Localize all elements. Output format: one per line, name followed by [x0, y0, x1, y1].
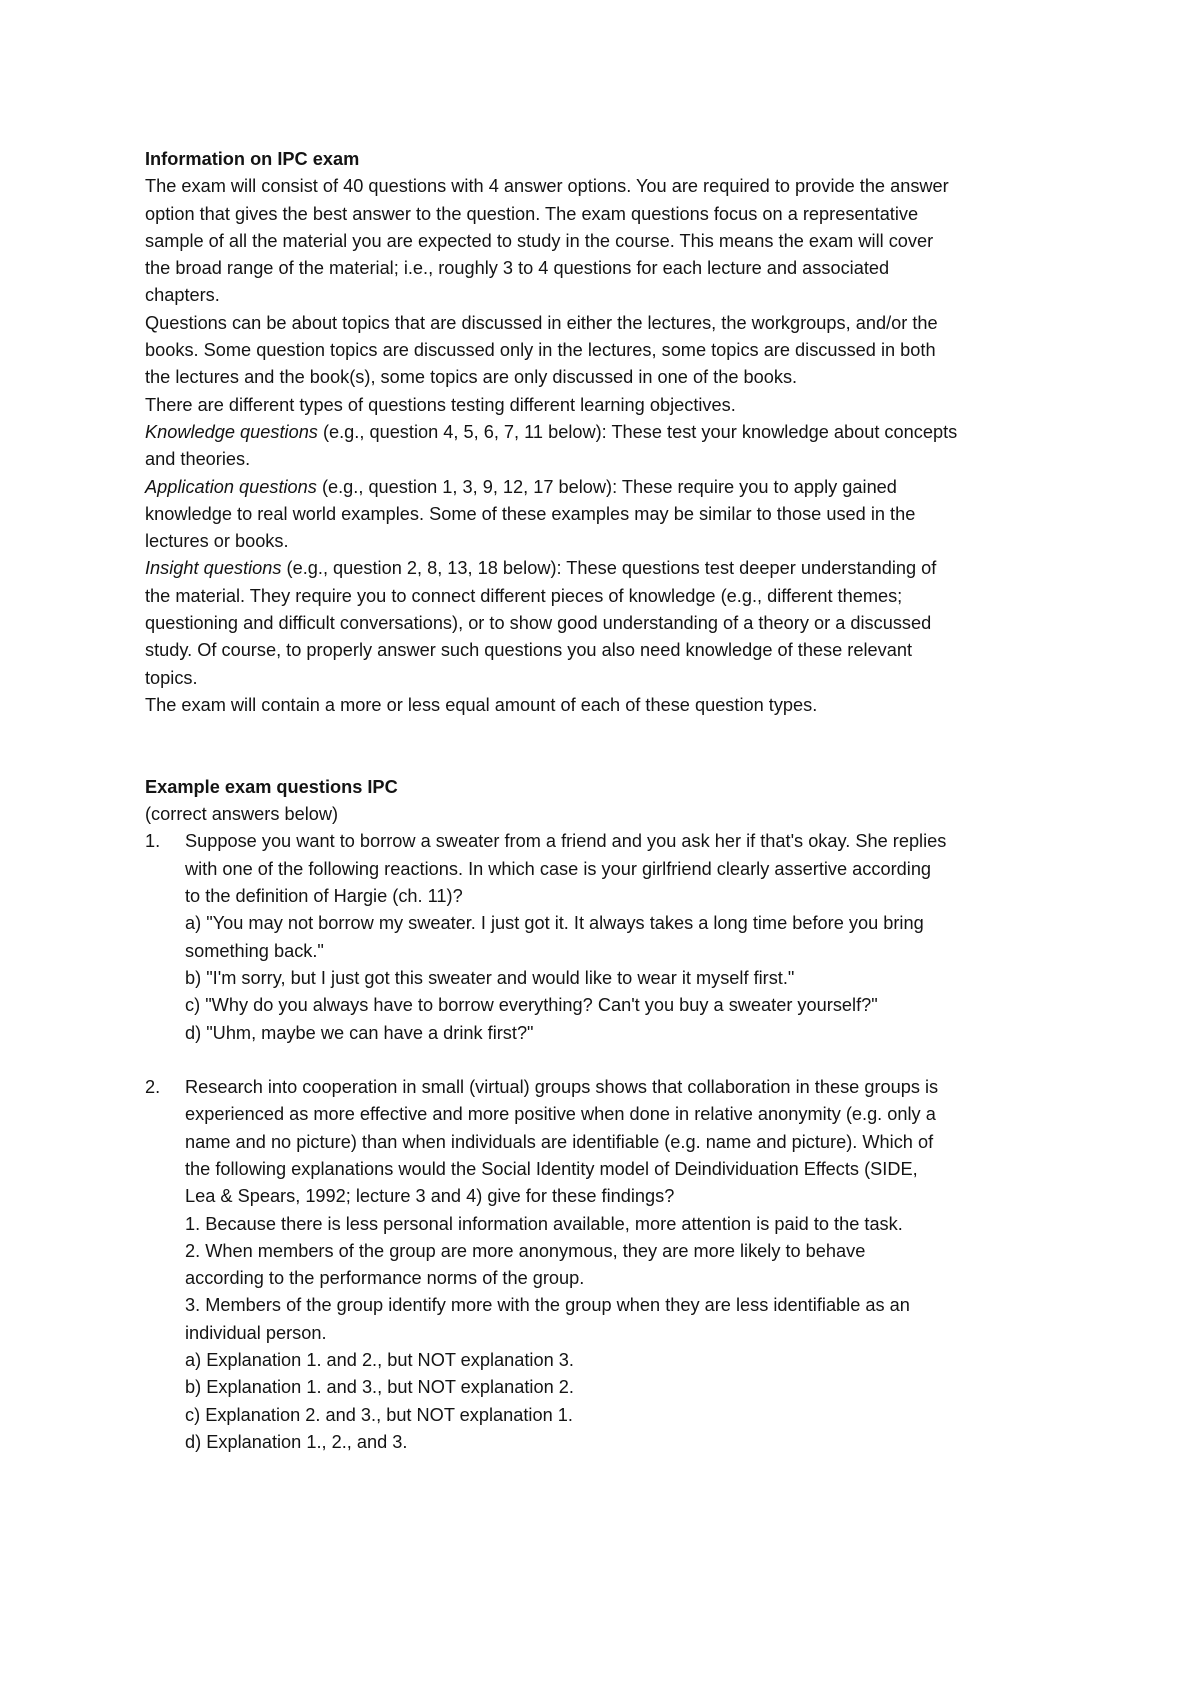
text-line: the broad range of the material; i.e., roughly 3 to 4 questions for each lecture and associated	[145, 258, 890, 279]
text-span: Research into cooperation in small (virtual) groups shows that collaboration in these groups is	[185, 1077, 939, 1098]
text-line	[145, 474, 1075, 501]
text-span: (e.g., question 1, 3, 9, 12, 17 below): These require you to apply gained	[316, 476, 897, 497]
insight-questions-label: Insight questions	[145, 558, 282, 579]
text-line: individual person.	[185, 1322, 327, 1343]
text-line: questioning and difficult conversations), or to show good understanding of a theory or a discussed	[145, 613, 932, 634]
document-page	[145, 146, 1075, 1456]
question-spacer	[145, 1047, 1075, 1074]
application-questions-label: Application questions	[145, 476, 317, 497]
text-line: the lectures and the book(s), some topics are only discussed in one of the books.	[145, 367, 798, 388]
text-span: (e.g., question 4, 5, 6, 7, 11 below): These test your knowledge about concepts	[317, 421, 958, 442]
text-span: (e.g., question 2, 8, 13, 18 below): These questions test deeper understanding of	[281, 558, 937, 579]
insight-questions-paragraph	[145, 555, 1075, 691]
examples-subheading: (correct answers below)	[145, 804, 339, 825]
explanation-3: 3. Members of the group identify more with the group when they are less identifiable as an	[185, 1295, 910, 1316]
info-paragraph-3: There are different types of questions testing different learning objectives.	[145, 394, 736, 415]
text-line: lectures or books.	[145, 531, 289, 552]
info-paragraph-1	[145, 173, 1075, 309]
text-line: books. Some question topics are discussed only in the lectures, some topics are discussed in both	[145, 340, 936, 361]
info-heading: Information on IPC exam	[145, 149, 360, 169]
text-line: with one of the following reactions. In which case is your girlfriend clearly assertive according	[185, 858, 932, 879]
text-line: something back."	[185, 940, 324, 961]
text-line: and theories.	[145, 449, 251, 470]
text-line: Lea & Spears, 1992; lecture 3 and 4) give for these findings?	[185, 1186, 675, 1207]
text-line: the material. They require you to connect different pieces of knowledge (e.g., different themes;	[145, 585, 903, 606]
text-line: sample of all the material you are expected to study in the course. This means the exam will cover	[145, 230, 934, 251]
text-line: The exam will consist of 40 questions with 4 answer options. You are required to provide the answer	[145, 176, 949, 197]
examples-heading: Example exam questions IPC	[145, 776, 398, 797]
application-questions-paragraph	[145, 474, 1075, 556]
text-line: to the definition of Hargie (ch. 11)?	[185, 886, 463, 907]
text-span: Suppose you want to borrow a sweater from a friend and you ask her if that's okay. She replies	[185, 831, 947, 852]
explanation-2: 2. When members of the group are more anonymous, they are more likely to behave	[185, 1240, 866, 1261]
question-number: 2.	[145, 1077, 161, 1098]
text-line: topics.	[145, 667, 198, 688]
text-line: Questions can be about topics that are discussed in either the lectures, the workgroups, and/or the	[145, 312, 938, 333]
question-stem-line	[145, 1074, 1075, 1101]
answer-option-a: a) Explanation 1. and 2., but NOT explanation 3.	[185, 1350, 574, 1371]
text-line: name and no picture) than when individuals are identifiable (e.g. name and picture). Which of	[185, 1131, 934, 1152]
answer-option-d: d) Explanation 1., 2., and 3.	[185, 1431, 408, 1452]
text-line: according to the performance norms of the group.	[185, 1268, 585, 1289]
info-paragraph-2	[145, 310, 1075, 392]
text-line	[145, 555, 1075, 582]
question-2	[145, 1074, 1075, 1456]
question-stem-line	[145, 828, 1075, 855]
text-line: chapters.	[145, 285, 220, 306]
answer-option-b: b) "I'm sorry, but I just got this sweater and would like to wear it myself first."	[185, 967, 795, 988]
text-line: experienced as more effective and more positive when done in relative anonymity (e.g. only a	[185, 1104, 936, 1125]
answer-option-c: c) "Why do you always have to borrow everything? Can't you buy a sweater yourself?"	[185, 995, 878, 1016]
text-line: the following explanations would the Social Identity model of Deindividuation Effects (SIDE,	[185, 1158, 918, 1179]
question-1	[145, 828, 1075, 1046]
text-line: option that gives the best answer to the question. The exam questions focus on a representative	[145, 203, 919, 224]
answer-option-d: d) "Uhm, maybe we can have a drink first?"	[185, 1022, 534, 1043]
knowledge-questions-label: Knowledge questions	[145, 421, 318, 442]
info-closing: The exam will contain a more or less equal amount of each of these question types.	[145, 694, 818, 715]
answer-option-c: c) Explanation 2. and 3., but NOT explanation 1.	[185, 1404, 573, 1425]
knowledge-questions-paragraph	[145, 419, 1075, 474]
section-spacer	[145, 719, 1075, 774]
explanation-1: 1. Because there is less personal information available, more attention is paid to the task.	[185, 1213, 903, 1234]
text-line: knowledge to real world examples. Some of these examples may be similar to those used in the	[145, 503, 916, 524]
question-number: 1.	[145, 831, 161, 852]
answer-option-a: a) "You may not borrow my sweater. I just got it. It always takes a long time before you bring	[185, 913, 924, 934]
text-line: study. Of course, to properly answer such questions you also need knowledge of these relevant	[145, 640, 913, 661]
text-line	[145, 419, 1075, 446]
answer-option-b: b) Explanation 1. and 3., but NOT explanation 2.	[185, 1377, 574, 1398]
